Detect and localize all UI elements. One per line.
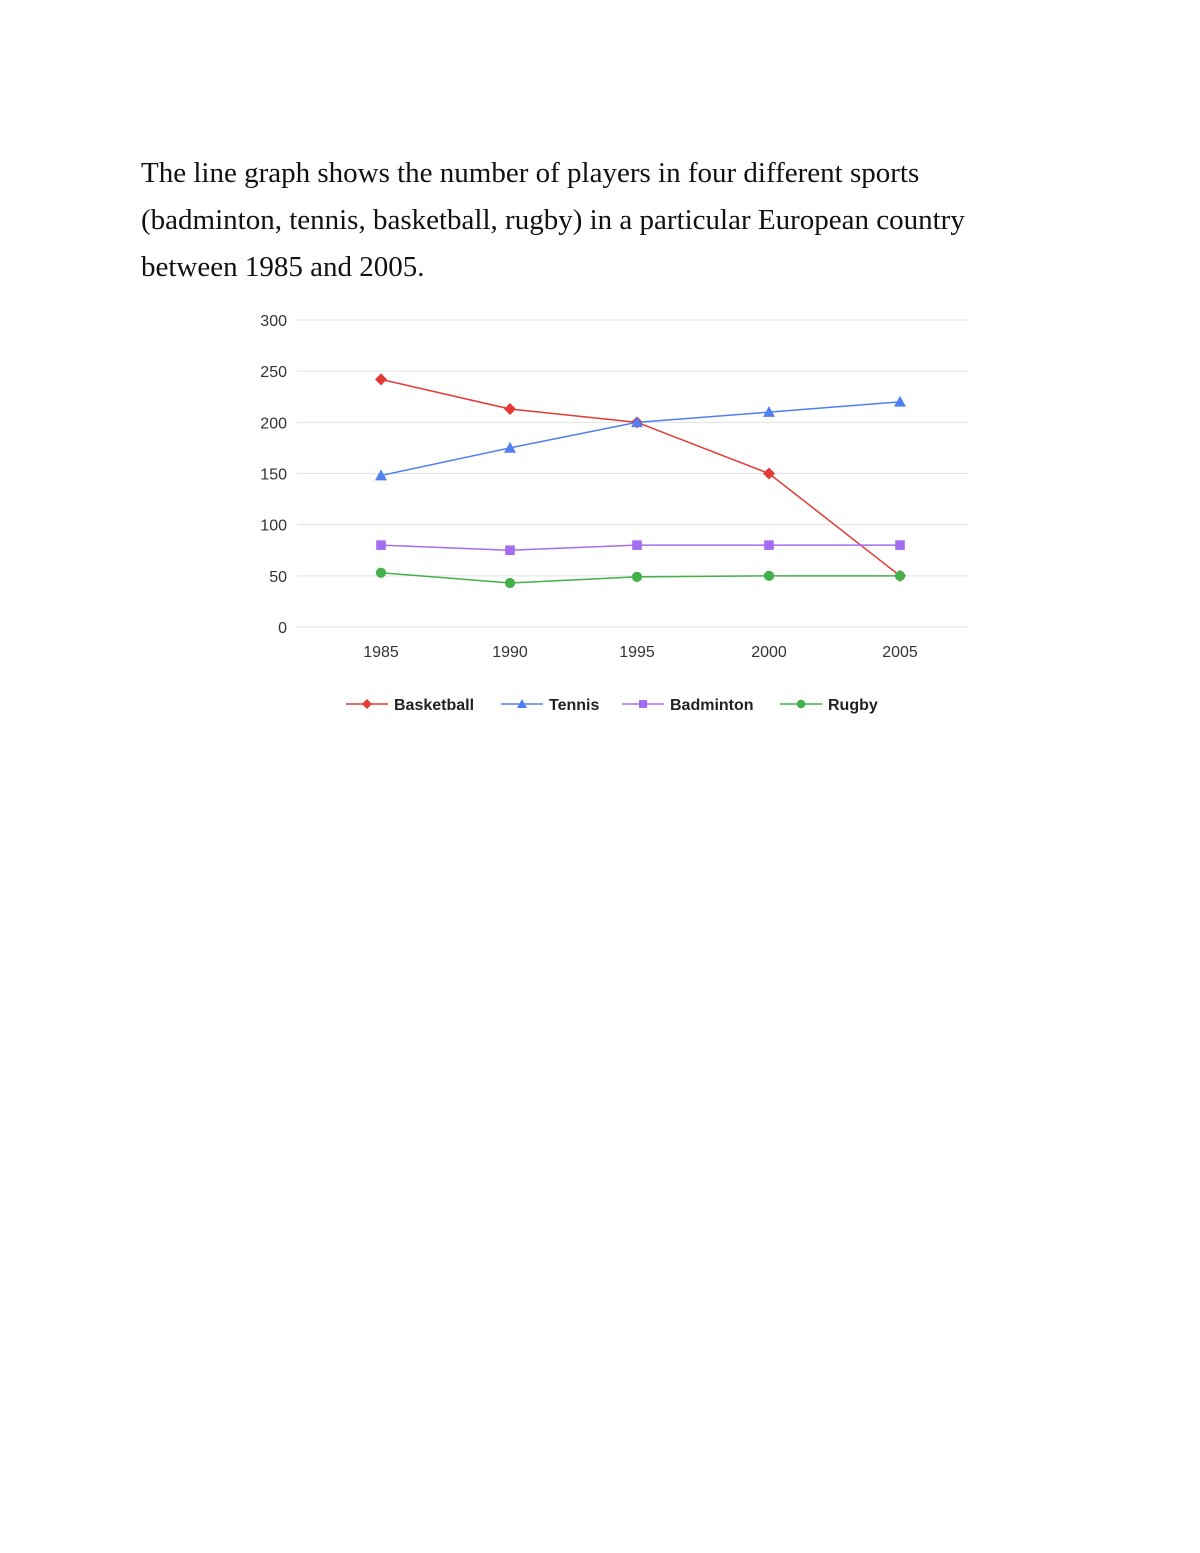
y-tick-label: 150 <box>260 466 287 484</box>
x-tick-label: 1990 <box>492 644 528 661</box>
intro-paragraph: The line graph shows the number of players in four different sports (badminton, tennis, basketball, rugby) in a particular European country between 1985 and 2005. <box>141 157 965 283</box>
series-basketball <box>375 373 906 581</box>
chart-legend <box>346 697 878 714</box>
circle-marker <box>764 571 774 581</box>
legend-item-tennis <box>501 697 599 714</box>
circle-marker <box>797 700 806 709</box>
series-lines <box>375 373 906 588</box>
square-marker <box>895 540 905 550</box>
y-tick-label: 50 <box>269 568 287 586</box>
circle-marker <box>632 572 642 582</box>
square-marker <box>639 700 647 708</box>
square-marker <box>505 545 515 555</box>
y-axis-ticks <box>260 313 287 637</box>
circle-marker <box>376 568 386 578</box>
x-tick-label: 2005 <box>882 644 918 661</box>
square-marker <box>632 540 642 550</box>
square-marker <box>764 540 774 550</box>
x-tick-label: 1995 <box>619 644 655 661</box>
triangle-marker <box>894 396 906 407</box>
grid-lines <box>297 320 968 627</box>
series-badminton <box>376 540 905 555</box>
x-axis-ticks <box>363 644 918 661</box>
y-tick-label: 250 <box>260 364 287 382</box>
y-tick-label: 0 <box>278 620 287 637</box>
diamond-marker <box>375 373 387 385</box>
legend-item-basketball <box>346 697 474 714</box>
x-tick-label: 2000 <box>751 644 787 661</box>
diamond-marker <box>362 699 372 709</box>
line-tennis <box>381 402 900 476</box>
diamond-marker <box>504 403 516 415</box>
legend-item-rugby <box>780 697 878 714</box>
legend-label: Basketball <box>394 697 475 714</box>
legend-label: Tennis <box>549 697 600 714</box>
y-tick-label: 100 <box>260 517 287 535</box>
legend-label: Rugby <box>828 697 878 714</box>
legend-label: Badminton <box>670 697 754 714</box>
square-marker <box>376 540 386 550</box>
series-rugby <box>376 568 905 588</box>
y-tick-label: 300 <box>260 313 287 330</box>
circle-marker <box>895 571 905 581</box>
legend-item-badminton <box>622 697 754 714</box>
x-tick-label: 1985 <box>363 644 399 661</box>
y-tick-label: 200 <box>260 415 287 433</box>
circle-marker <box>505 578 515 588</box>
series-tennis <box>375 396 906 480</box>
